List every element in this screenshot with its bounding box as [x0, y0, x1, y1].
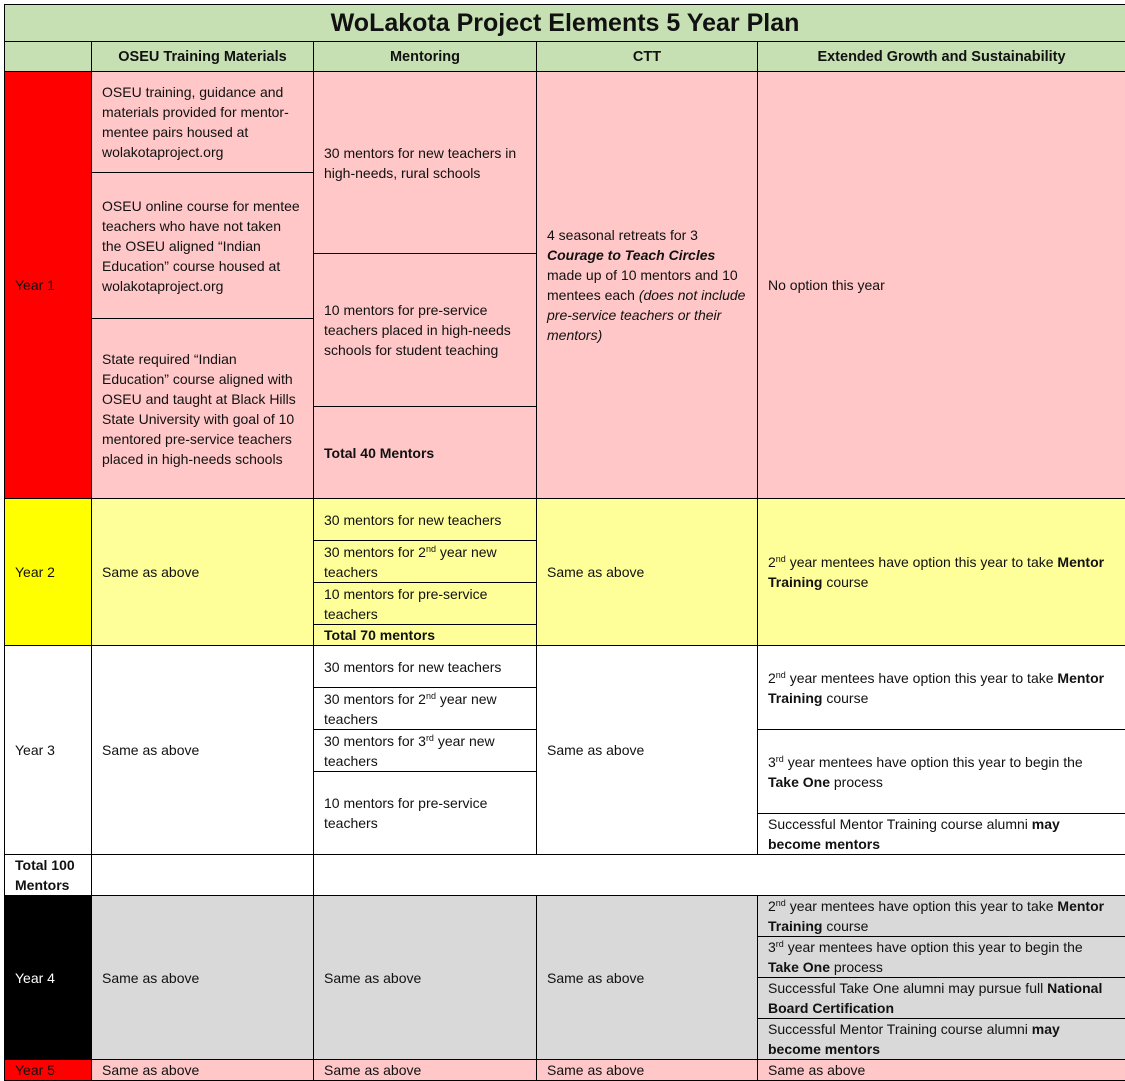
year-4-extended-take-one: 3rd year mentees have option this year to begin the Take One process [758, 937, 1125, 978]
year-1-label: Year 1 [5, 72, 92, 499]
header-extended: Extended Growth and Sustainability [758, 42, 1125, 72]
year-1-osew-item-2: OSEU online course for mentee teachers who have not taken the OSEU aligned “Indian Education” course housed at wolakotaproject.org [92, 173, 314, 319]
year-2-osew: Same as above [92, 499, 314, 646]
year-1-osew-item-3: State required “Indian Education” course aligned with OSEU and taught at Black Hills State University with goal of 10 mentored pre-service teachers placed in high-needs schools [92, 319, 314, 499]
year-2-label: Year 2 [5, 499, 92, 646]
year-3-osew: Same as above [92, 646, 314, 855]
five-year-plan-table [4, 4, 1125, 1081]
year-4-osew: Same as above [92, 896, 314, 1060]
year-1-osew-item-1: OSEU training, guidance and materials provided for mentor-mentee pairs housed at wolakotaproject.org [92, 72, 314, 173]
year-4-mentoring: Same as above [314, 896, 537, 1060]
year-2-mentoring-new: 30 mentors for new teachers [314, 499, 537, 541]
year-2-mentoring-pre-service: 10 mentors for pre-service teachers [314, 583, 537, 625]
year-4-label: Year 4 [5, 896, 92, 1060]
year-4-extended-mentor-training: 2nd year mentees have option this year to take Mentor Training course [758, 896, 1125, 937]
year-3-ctt: Same as above [537, 646, 758, 855]
year-4-extended-national-board: Successful Take One alumni may pursue full National Board Certification [758, 978, 1125, 1019]
year-3-mentoring-total: Total 100 Mentors [5, 855, 92, 896]
year-1-ctt: 4 seasonal retreats for 3 Courage to Teach Circles made up of 10 mentors and 10 mentees each (does not include pre-service teachers or their mentors) [537, 72, 758, 499]
year-3-extended-alumni-cont [92, 855, 314, 896]
header-osew: OSEU Training Materials [92, 42, 314, 72]
year-2-ctt: Same as above [537, 499, 758, 646]
year-2-mentoring-second-year: 30 mentors for 2nd year new teachers [314, 541, 537, 583]
page-title: WoLakota Project Elements 5 Year Plan [5, 5, 1125, 42]
year-1-extended: No option this year [758, 72, 1125, 499]
year-4-extended-alumni: Successful Mentor Training course alumni may become mentors [758, 1019, 1125, 1060]
year-3-extended-take-one: 3rd year mentees have option this year to begin the Take One process [758, 730, 1125, 814]
year-1-mentoring-new-teachers: 30 mentors for new teachers in high-needs, rural schools [314, 72, 537, 254]
year-1-mentoring-total: Total 40 Mentors [314, 407, 537, 499]
year-5-extended: Same as above [758, 1060, 1125, 1081]
year-5-osew: Same as above [92, 1060, 314, 1081]
year-1-mentoring-pre-service: 10 mentors for pre-service teachers placed in high-needs schools for student teaching [314, 254, 537, 407]
year-3-label: Year 3 [5, 646, 92, 855]
year-3-extended-mentor-training: 2nd year mentees have option this year to take Mentor Training course [758, 646, 1125, 730]
header-mentoring: Mentoring [314, 42, 537, 72]
year-5-ctt: Same as above [537, 1060, 758, 1081]
header-ctt: CTT [537, 42, 758, 72]
year-2-mentoring-total: Total 70 mentors [314, 625, 537, 646]
year-5-label: Year 5 [5, 1060, 92, 1081]
year-3-mentoring-third-year: 30 mentors for 3rd year new teachers [314, 730, 537, 772]
year-2-extended: 2nd year mentees have option this year to take Mentor Training course [758, 499, 1125, 646]
year-3-mentoring-pre-service: 10 mentors for pre-service teachers [314, 772, 537, 855]
year-3-mentoring-new: 30 mentors for new teachers [314, 646, 537, 688]
year-4-ctt: Same as above [537, 896, 758, 1060]
year-3-mentoring-second-year: 30 mentors for 2nd year new teachers [314, 688, 537, 730]
header-year-blank [5, 42, 92, 72]
year-5-mentoring: Same as above [314, 1060, 537, 1081]
year-3-extended-alumni: Successful Mentor Training course alumni may become mentors [758, 814, 1125, 855]
